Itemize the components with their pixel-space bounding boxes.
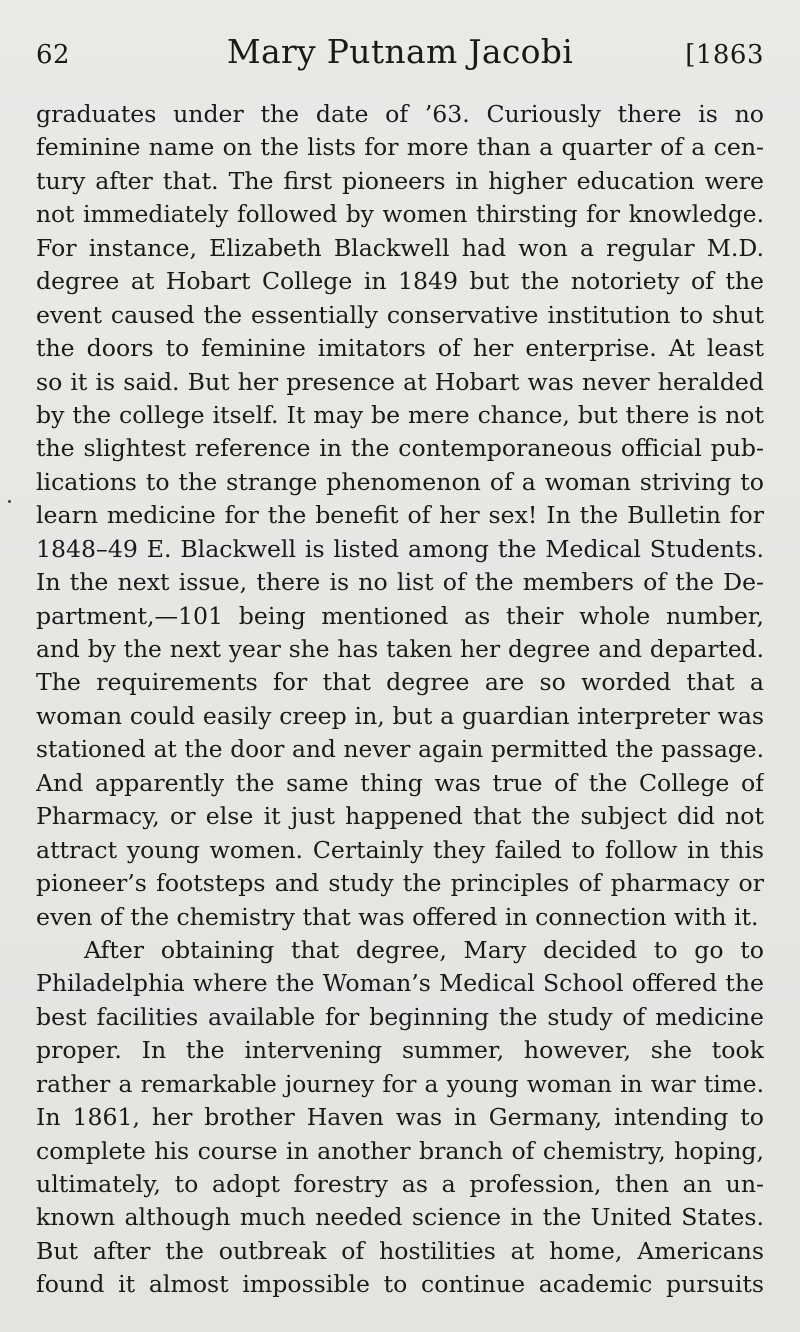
text-line: For instance, Elizabeth Blackwell had won a regular M.D. <box>36 233 764 262</box>
text-line: best facilities available for beginning the study of medicine <box>36 1002 764 1031</box>
text-line: ultimately, to adopt forestry as a profession, then an un- <box>36 1170 764 1198</box>
text-line: found it almost impossible to continue academic pursuits <box>36 1270 764 1299</box>
text-line: so it is said. But her presence at Hobart was never heralded <box>36 367 764 396</box>
text-line: Philadelphia where the Woman’s Medical School offered the <box>36 969 764 998</box>
text-line: pioneer’s footsteps and study the principles of pharmacy or <box>36 869 764 898</box>
running-title: Mary Putnam Jacobi <box>226 32 574 71</box>
text-line: stationed at the door and never again permitted the passage. <box>36 736 764 764</box>
text-line: In 1861, her brother Haven was in Germany, intending to <box>36 1103 764 1132</box>
text-line: In the next issue, there is no list of the members of the De- <box>36 568 764 597</box>
text-line: even of the chemistry that was offered in connection with it. <box>36 902 759 931</box>
paragraph-start-line: After obtaining that degree, Mary decided to go to <box>84 935 764 964</box>
text-line: complete his course in another branch of chemistry, hoping, <box>36 1136 764 1165</box>
text-line: rather a remarkable journey for a young woman in war time. <box>36 1070 764 1098</box>
page-number: 62 <box>36 40 71 70</box>
text-line: by the college itself. It may be mere chance, but there is not <box>36 400 764 429</box>
text-line: not immediately followed by women thirsting for knowledge. <box>36 201 764 229</box>
text-line: attract young women. Certainly they failed to follow in this <box>36 835 764 864</box>
text-line: woman could easily creep in, but a guardian interpreter was <box>36 701 764 730</box>
header-year: [1863 <box>685 40 764 70</box>
text-line: partment,—101 being mentioned as their whole number, <box>36 601 764 630</box>
text-line: feminine name on the lists for more than a quarter of a cen- <box>36 133 764 162</box>
body-text <box>36 98 764 1302</box>
text-line: and by the next year she has taken her degree and departed. <box>36 636 764 663</box>
text-line: But after the outbreak of hostilities at home, Americans <box>36 1236 764 1265</box>
text-line: the slightest reference in the contemporaneous official pub- <box>36 434 764 463</box>
running-header <box>36 30 764 80</box>
text-line: known although much needed science in the United States. <box>36 1203 764 1232</box>
text-line: lications to the strange phenomenon of a woman striving to <box>36 467 764 496</box>
text-line: The requirements for that degree are so worded that a <box>36 668 764 697</box>
text-line: And apparently the same thing was true of the College of <box>36 768 764 797</box>
margin-speck <box>8 500 11 503</box>
text-line: Pharmacy, or else it just happened that the subject did not <box>36 802 764 831</box>
text-line: tury after that. The first pioneers in higher education were <box>36 166 764 195</box>
text-line: the doors to feminine imitators of her enterprise. At least <box>36 334 764 363</box>
text-line: degree at Hobart College in 1849 but the notoriety of the <box>36 267 764 296</box>
text-line: 1848–49 E. Blackwell is listed among the Medical Students. <box>36 534 764 563</box>
text-line: graduates under the date of ’63. Curiously there is no <box>36 100 764 128</box>
text-line: proper. In the intervening summer, however, she took <box>36 1036 764 1065</box>
text-line: event caused the essentially conservative institution to shut <box>36 300 764 329</box>
text-line: learn medicine for the benefit of her sex! In the Bulletin for <box>36 501 764 530</box>
